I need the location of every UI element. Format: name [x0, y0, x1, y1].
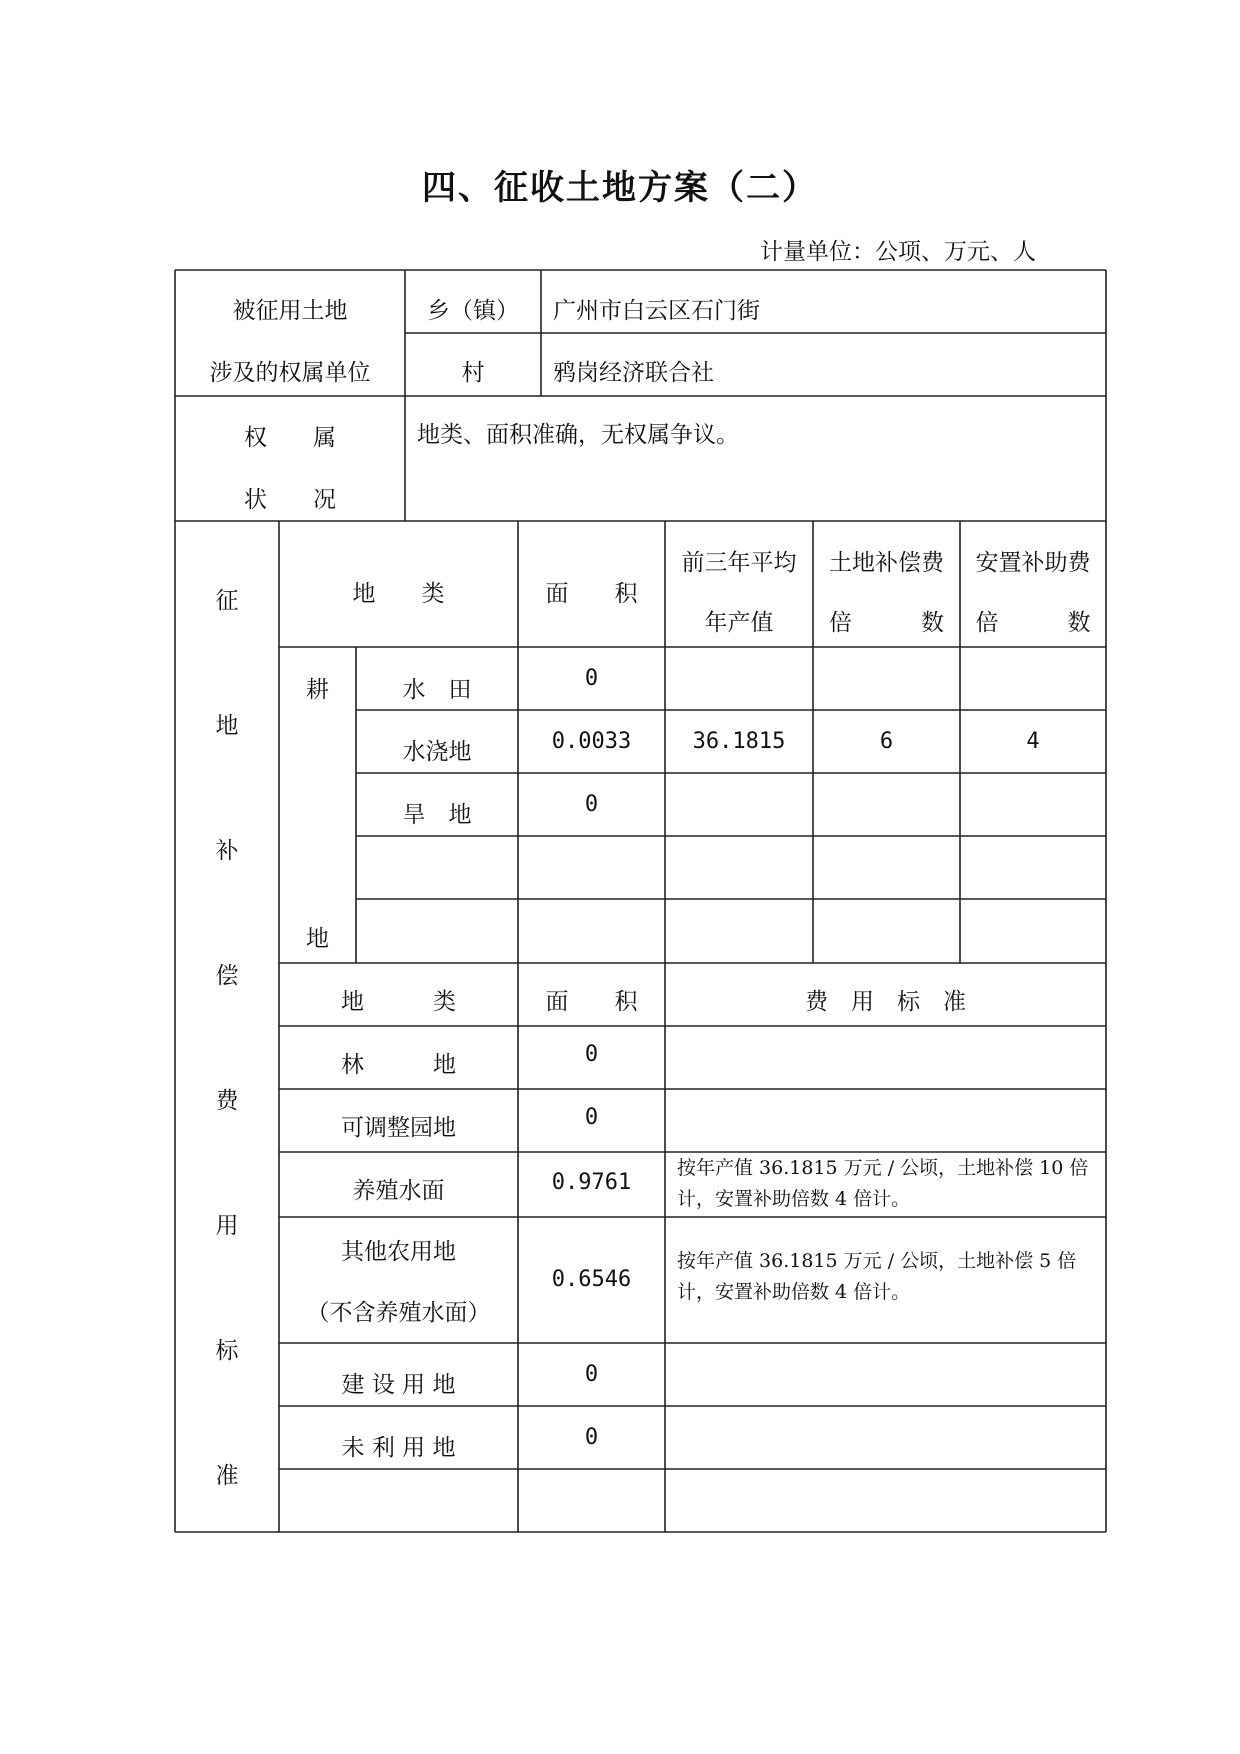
- side-label-char: 征: [215, 588, 239, 614]
- other-row-name: 可调整园地: [341, 1115, 456, 1141]
- other-row-area: 0: [584, 1042, 599, 1067]
- arable-header-resettle-line1: 安置补助费: [975, 550, 1091, 576]
- side-label-char: 费: [215, 1088, 239, 1114]
- unit-note: 计量单位：公项、万元、人: [760, 239, 1036, 265]
- arable-header-land-type: 地 类: [352, 581, 445, 607]
- other-row-standard: 按年产值 36.1815 万元 / 公顷，土地补偿 5 倍计，安置补助倍数 4 倍计。: [677, 1250, 1077, 1303]
- status-value: 地类、面积准确，无权属争议。: [417, 422, 739, 448]
- other-row-area: 0: [584, 1425, 599, 1450]
- side-label-char: 准: [215, 1463, 239, 1489]
- arable-header-resettle-line2: 倍 数: [975, 610, 1091, 636]
- side-label-char: 标: [215, 1338, 239, 1364]
- arable-header-avg-line2: 年产值: [704, 610, 774, 636]
- arable-row-name: 旱 地: [402, 802, 472, 828]
- arable-group-label-top: 耕: [306, 677, 329, 703]
- side-label-char: 偿: [215, 963, 239, 989]
- other-header-area: 面 积: [545, 989, 638, 1015]
- other-header-standard: 费 用 标 准: [805, 989, 966, 1015]
- arable-row-avg: 36.1815: [692, 729, 786, 754]
- town-label: 乡（镇）: [427, 298, 519, 324]
- other-row-area: 0.6546: [551, 1267, 632, 1292]
- village-label: 村: [461, 360, 485, 386]
- other-row-name: 养殖水面: [352, 1178, 445, 1204]
- side-label-char: 用: [215, 1213, 239, 1239]
- arable-row-area: 0.0033: [551, 729, 632, 754]
- status-label-line1: 权 属: [244, 425, 336, 451]
- side-label-char: 地: [215, 713, 239, 739]
- page-title: 四、征收土地方案（二）: [422, 168, 818, 208]
- arable-row-name: 水浇地: [402, 739, 472, 765]
- ownership-label-line2: 涉及的权属单位: [209, 360, 371, 386]
- other-row-area: 0.9761: [551, 1170, 632, 1195]
- arable-header-area: 面 积: [545, 581, 638, 607]
- status-label-line2: 状 况: [244, 487, 336, 513]
- arable-row-resettle-mult: 4: [1026, 729, 1040, 754]
- village-value: 鸦岗经济联合社: [553, 360, 714, 386]
- ownership-label-line1: 被征用土地: [232, 298, 348, 324]
- other-row-name-line1: 其他农用地: [341, 1239, 456, 1265]
- side-label-char: 补: [215, 838, 239, 864]
- arable-row-area: 0: [584, 666, 599, 691]
- arable-row-name: 水 田: [402, 677, 472, 703]
- arable-header-avg-line1: 前三年平均: [681, 550, 797, 576]
- other-row-name-line2: （不含养殖水面）: [306, 1300, 491, 1326]
- arable-header-land-comp-line2: 倍 数: [829, 610, 944, 636]
- arable-group-label-bottom: 地: [306, 926, 329, 952]
- town-value: 广州市白云区石门街: [553, 298, 760, 324]
- other-row-name: 林 地: [341, 1052, 456, 1078]
- arable-row-land-mult: 6: [879, 729, 894, 754]
- other-row-area: 0: [584, 1105, 599, 1130]
- other-row-area: 0: [584, 1362, 599, 1387]
- other-row-name: 未 利 用 地: [341, 1435, 456, 1461]
- other-row-name: 建 设 用 地: [341, 1372, 456, 1398]
- other-header-land-type: 地 类: [341, 989, 456, 1015]
- other-row-standard: 按年产值 36.1815 万元 / 公顷，土地补偿 10 倍计，安置补助倍数 4 倍计。: [677, 1157, 1089, 1210]
- arable-row-area: 0: [584, 792, 599, 817]
- arable-header-land-comp-line1: 土地补偿费: [829, 550, 944, 576]
